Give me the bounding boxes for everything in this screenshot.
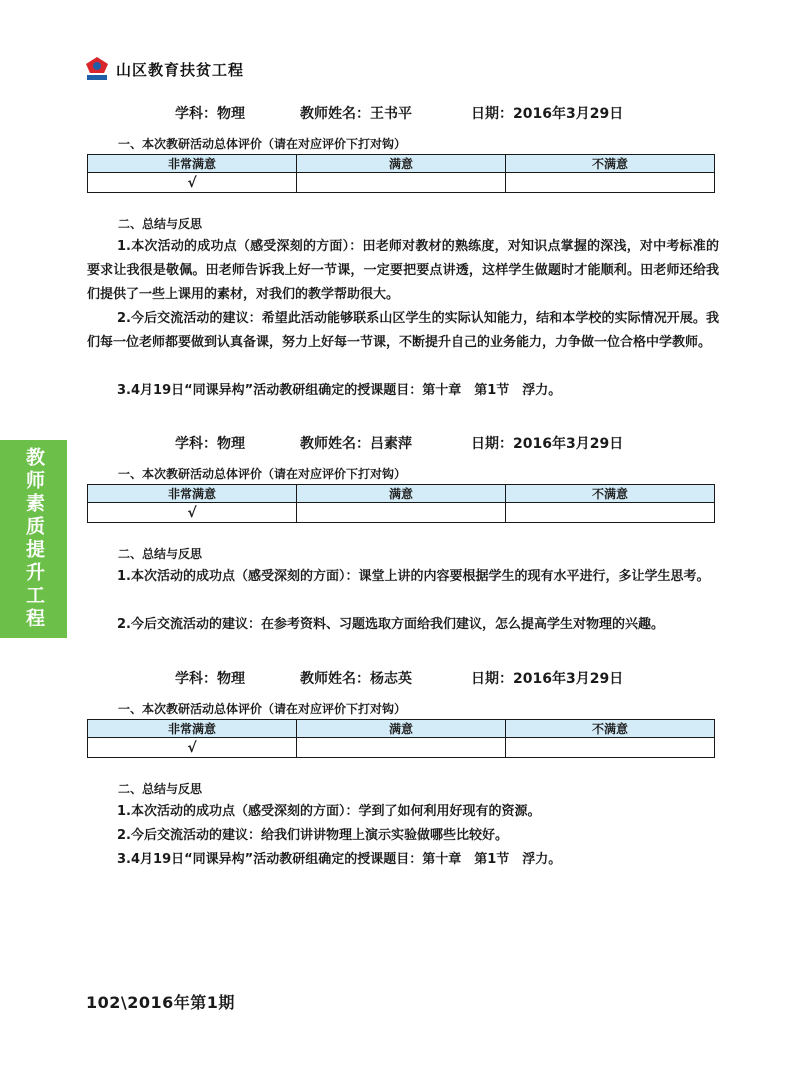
rating-cell-unsatisfied [506, 173, 715, 193]
check-mark-icon: √ [88, 738, 297, 758]
date-label: 日期：2016年3月29日 [471, 671, 624, 687]
subject-label: 学科：物理 [175, 671, 245, 687]
subject-label: 学科：物理 [175, 106, 245, 122]
page-header [84, 54, 244, 84]
summary-title: 二、总结与反思 [118, 217, 203, 231]
rating-table [87, 719, 715, 758]
summary-title: 二、总结与反思 [118, 547, 203, 561]
paragraph: 3.4月19日“同课异构”活动教研组确定的授课题目：第十章 第1节 浮力。 [117, 383, 562, 398]
paragraph: 1.本次活动的成功点（感受深刻的方面）：田老师对教材的熟练度，对知识点掌握的深浅，对中考标准的要求让我很是敬佩。田老师告诉我上好一节课，一定要把要点讲透，这样学生做题时才能顺利。田老师还给我们提供了一些上课用的素材，对我们的教学帮助很大。 [87, 239, 719, 302]
rating-cell-satisfied [297, 503, 506, 523]
header-unsatisfied: 不满意 [506, 485, 715, 503]
header-very-satisfied: 非常满意 [88, 485, 297, 503]
summary-title: 二、总结与反思 [118, 782, 203, 796]
check-mark-icon: √ [88, 503, 297, 523]
page-number: 102\2016年第1期 [86, 993, 235, 1012]
paragraph: 1.本次活动的成功点（感受深刻的方面）：课堂上讲的内容要根据学生的现有水平进行，多让学生思考。 [117, 569, 710, 584]
header-unsatisfied: 不满意 [506, 155, 715, 173]
rating-cell-satisfied [297, 738, 506, 758]
date-label: 日期：2016年3月29日 [471, 436, 624, 452]
evaluation-title: 一、本次教研活动总体评价（请在对应评价下打对钩） [118, 467, 407, 481]
check-mark-icon: √ [88, 173, 297, 193]
teacher-name: 教师姓名：杨志英 [300, 671, 412, 687]
rating-cell-satisfied [297, 173, 506, 193]
header-very-satisfied: 非常满意 [88, 155, 297, 173]
header-title: 山区教育扶贫工程 [116, 60, 245, 79]
paragraph: 1.本次活动的成功点（感受深刻的方面）：学到了如何利用好现有的资源。 [117, 804, 541, 819]
school-logo-icon [84, 56, 110, 82]
header-satisfied: 满意 [297, 720, 506, 738]
header-satisfied: 满意 [297, 485, 506, 503]
rating-cell-unsatisfied [506, 503, 715, 523]
paragraph: 2.今后交流活动的建议：希望此活动能够联系山区学生的实际认知能力，结和本学校的实际情况开展。我们每一位老师都要做到认真备课，努力上好每一节课，不断提升自己的业务能力，力争做一位合格中学教师。 [87, 311, 719, 350]
evaluation-title: 一、本次教研活动总体评价（请在对应评价下打对钩） [118, 702, 407, 716]
rating-table [87, 484, 715, 523]
paragraph: 2.今后交流活动的建议：给我们讲讲物理上演示实验做哪些比较好。 [117, 828, 508, 843]
side-tab [0, 440, 67, 638]
teacher-name: 教师姓名：王书平 [300, 106, 412, 122]
subject-label: 学科：物理 [175, 436, 245, 452]
paragraph: 3.4月19日“同课异构”活动教研组确定的授课题目：第十章 第1节 浮力。 [117, 852, 562, 867]
header-very-satisfied: 非常满意 [88, 720, 297, 738]
paragraph: 2.今后交流活动的建议：在参考资料、习题选取方面给我们建议，怎么提高学生对物理的兴趣。 [117, 617, 664, 632]
header-unsatisfied: 不满意 [506, 720, 715, 738]
rating-cell-unsatisfied [506, 738, 715, 758]
teacher-name: 教师姓名：吕素萍 [300, 436, 412, 452]
side-tab-label: 教师素质提升工程 [23, 447, 45, 631]
header-satisfied: 满意 [297, 155, 506, 173]
rating-table [87, 154, 715, 193]
date-label: 日期：2016年3月29日 [471, 106, 624, 122]
evaluation-title: 一、本次教研活动总体评价（请在对应评价下打对钩） [118, 137, 407, 151]
